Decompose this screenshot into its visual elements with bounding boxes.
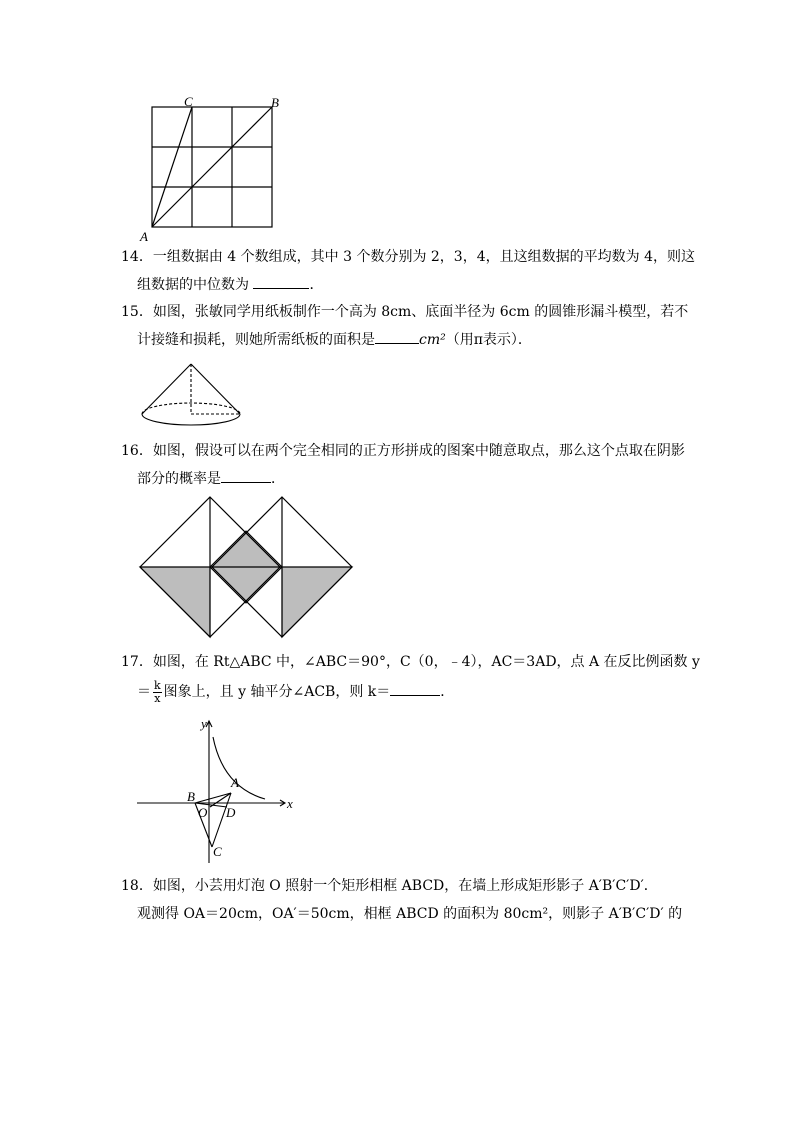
q18-number: 18． [121,878,153,894]
label-a: A [140,229,148,244]
q17-line2-end: ． [440,684,455,700]
question-18 [121,872,683,928]
q17-fraction [153,680,162,705]
q17-line1: 如图，在 Rt△ABC 中，∠ABC＝90°，C（0，﹣4），AC＝3AD，点 A 在反比例函数 y [152,654,700,670]
coordinate-figure [135,715,300,865]
q14-line2-end: ． [309,277,324,293]
point-c-label: C [213,844,222,859]
q15-line1: 如图，张敏同学用纸板制作一个高为 8cm、底面半径为 6cm 的圆锥形漏斗模型，若不 [152,304,689,320]
q15-line2: 计接缝和损耗，则她所需纸板的面积是 [137,332,375,348]
question-17 [121,648,700,708]
q17-answer-blank[interactable] [390,679,440,696]
q17-frac-denominator: x [154,691,161,705]
q17-frac-numerator: k [154,678,161,692]
q17-number: 17． [121,654,153,670]
axis-x-label: x [287,796,293,811]
point-d-label: D [226,805,236,820]
point-b-label: B [187,789,195,804]
q18-line2: 观测得 OA＝20cm，OA′＝50cm，相框 ABCD 的面积为 80cm²，则影子 A′B′C′D′ 的 [137,906,683,922]
point-o-label: O [198,805,208,820]
q14-line1: 一组数据由 4 个数组成，其中 3 个数分别为 2，3，4，且这组数据的平均数为 4，则这 [152,249,695,265]
label-b: B [271,95,279,110]
q16-answer-blank[interactable] [221,466,271,483]
q17-equals: ＝ [137,684,151,700]
q15-unit: cm² [419,332,446,348]
q17-line2: 图象上，且 y 轴平分∠ACB，则 k＝ [163,684,391,700]
q14-answer-blank[interactable] [253,272,309,289]
question-14 [121,243,695,299]
q15-number: 15． [121,304,153,320]
q16-line1: 如图，假设可以在两个完全相同的正方形拼成的图案中随意取点，那么这个点取在阴影 [152,443,685,459]
label-c: C [184,95,193,109]
q14-line2: 组数据的中位数为 [137,277,254,293]
q16-number: 16． [121,443,153,459]
q16-line2-end: ． [271,471,285,487]
cone-figure [138,362,248,430]
q16-line2: 部分的概率是 [137,471,221,487]
question-15 [121,298,689,354]
point-a-label: A [231,775,239,790]
question-16 [121,437,685,493]
q18-line1: 如图，小芸用灯泡 O 照射一个矩形相框 ABCD，在墙上形成矩形影子 A′B′C′D′． [152,878,658,894]
q15-line2-end: （用π表示）． [445,332,532,348]
squares-figure [138,495,354,641]
grid-figure [138,95,288,245]
q14-number: 14． [121,249,153,265]
axis-y-label: y [201,716,207,731]
q15-answer-blank[interactable] [375,327,419,344]
